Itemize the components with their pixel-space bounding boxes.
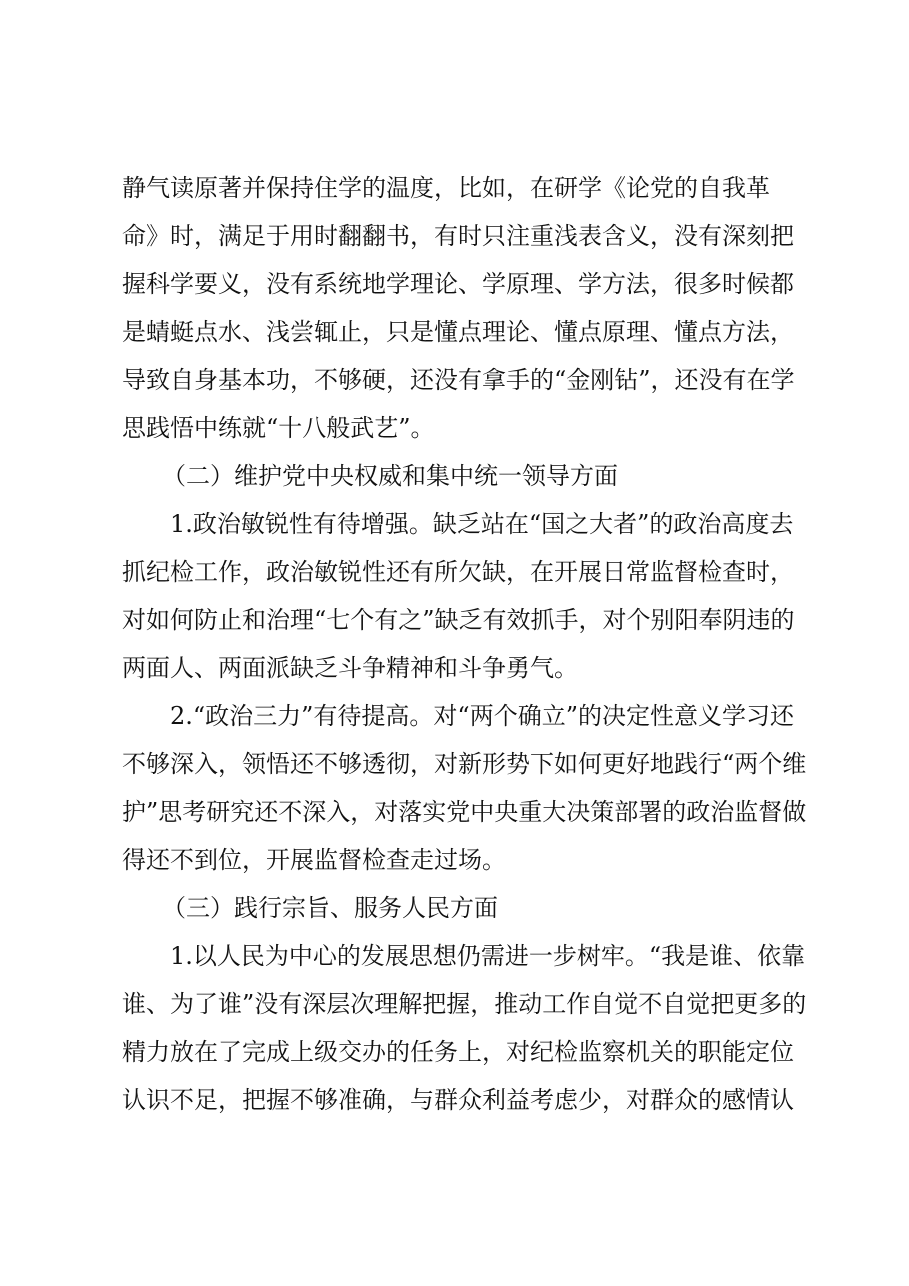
text-line: 护”思考研究还不深入，对落实党中央重大决策部署的政治监督做 xyxy=(122,798,807,826)
paragraph-start: 1.政治敏锐性有待增强。缺乏站在“国之大者”的政治高度去 xyxy=(170,510,794,538)
section-heading: （三）践行宗旨、服务人民方面 xyxy=(162,894,498,922)
text-line: 不够深入，领悟还不够透彻，对新形势下如何更好地践行“两个维 xyxy=(122,750,807,778)
text-line: 是蜻蜓点水、浅尝辄止，只是懂点理论、懂点原理、懂点方法， xyxy=(122,318,794,346)
text-line: 两面人、两面派缺乏斗争精神和斗争勇气。 xyxy=(122,654,578,682)
text-line: 得还不到位，开展监督检查走过场。 xyxy=(122,846,506,874)
text-line: 精力放在了完成上级交办的任务上，对纪检监察机关的职能定位 xyxy=(122,1038,794,1066)
paragraph-start: 2.“政治三力”有待提高。对“两个确立”的决定性意义学习还 xyxy=(170,702,794,730)
text-line: 思践悟中练就“十八般武艺”。 xyxy=(122,414,435,442)
paragraph-start: 1.以人民为中心的发展思想仍需进一步树牢。“我是谁、依靠 xyxy=(170,942,806,970)
text-line: 对如何防止和治理“七个有之”缺乏有效抓手，对个别阳奉阴违的 xyxy=(122,606,795,634)
text-line: 握科学要义，没有系统地学理论、学原理、学方法，很多时候都 xyxy=(122,270,794,298)
section-heading: （二）维护党中央权威和集中统一领导方面 xyxy=(162,462,618,490)
text-line: 导致自身基本功，不够硬，还没有拿手的“金刚钻”，还没有在学 xyxy=(122,366,795,394)
text-line: 抓纪检工作，政治敏锐性还有所欠缺，在开展日常监督检查时， xyxy=(122,558,794,586)
text-line: 谁、为了谁”没有深层次理解把握，推动工作自觉不自觉把更多的 xyxy=(122,990,807,1018)
text-line: 认识不足，把握不够准确，与群众利益考虑少，对群众的感情认 xyxy=(122,1086,794,1114)
body-text xyxy=(122,164,822,1124)
text-line: 静气读原著并保持住学的温度，比如，在研学《论党的自我革 xyxy=(122,174,770,202)
text-line: 命》时，满足于用时翻翻书，有时只注重浅表含义，没有深刻把 xyxy=(122,222,794,250)
